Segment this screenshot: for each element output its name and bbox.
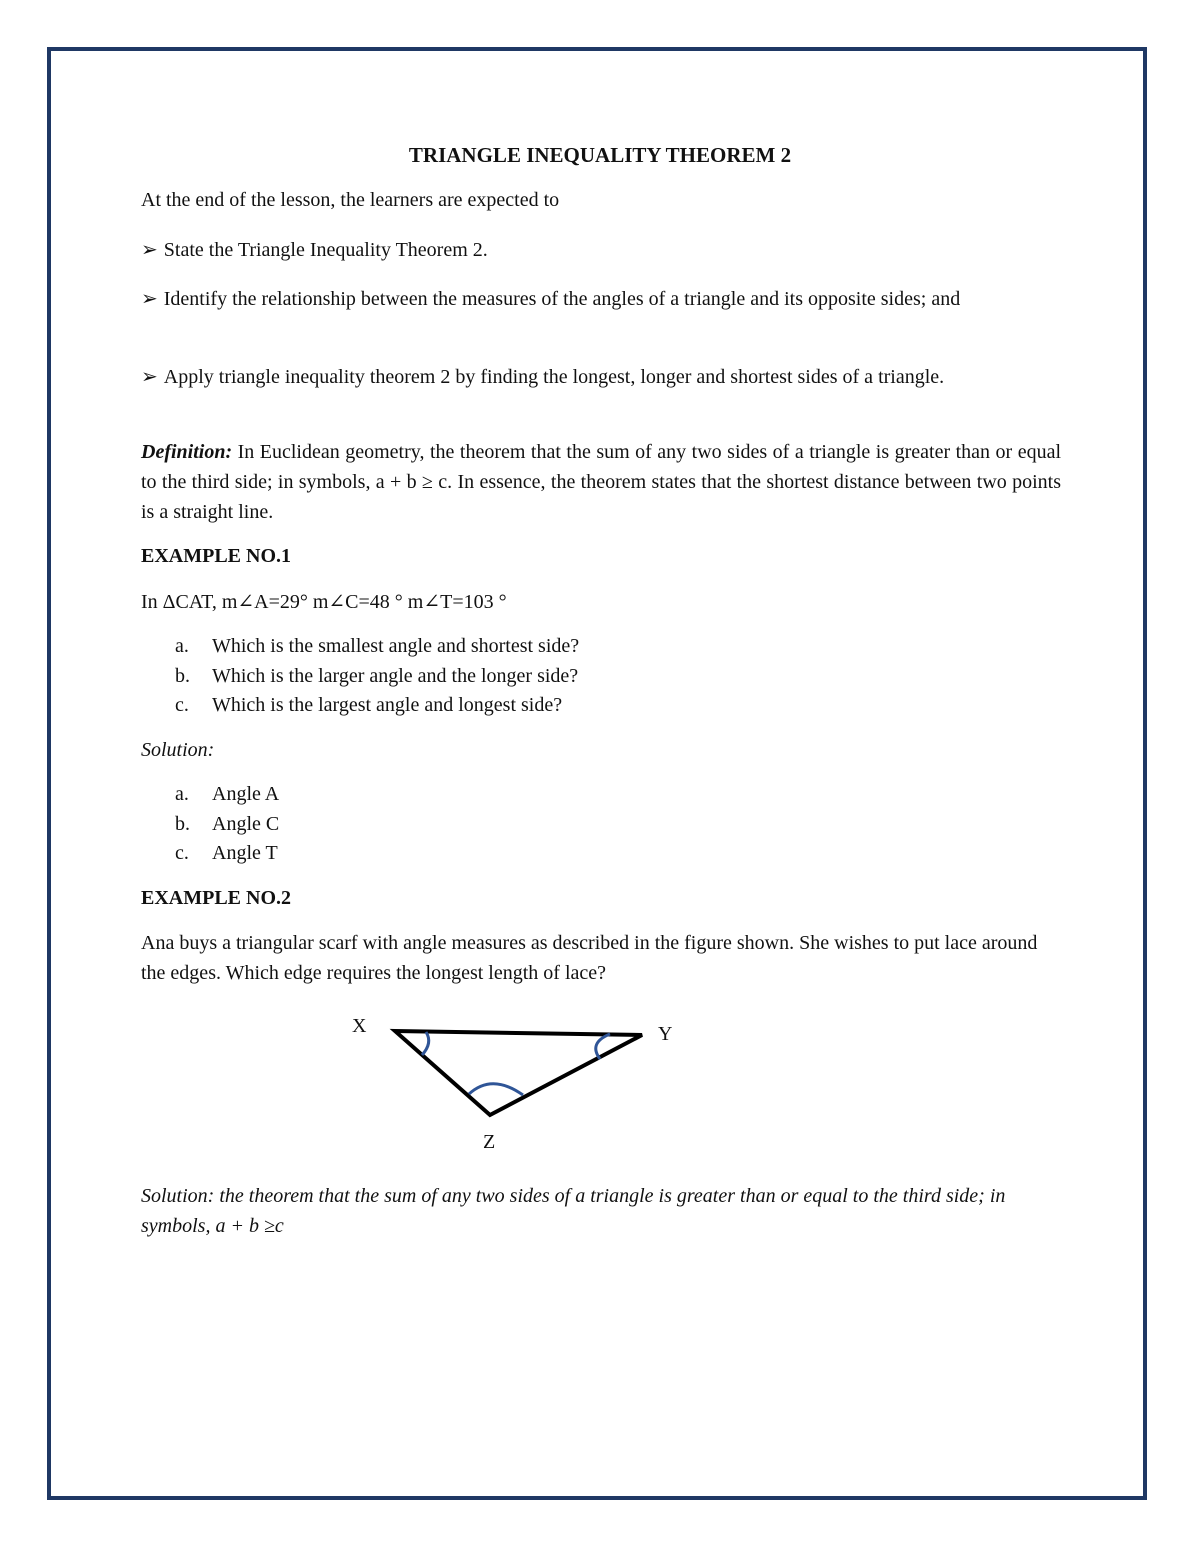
example-2-solution: Solution: the theorem that the sum of any two sides of a triangle is greater than or equal to the third side; in symbols, a + b ≥c — [141, 1185, 1006, 1237]
angle-arc-z — [469, 1084, 523, 1095]
definition-label: Definition: — [141, 441, 233, 463]
example-2-heading: EXAMPLE NO.2 — [141, 887, 291, 909]
list-item: b. Which is the larger angle and the longer side? — [175, 664, 579, 687]
list-item: a. Which is the smallest angle and shortest side? — [175, 635, 580, 657]
vertex-label-y: Y — [658, 1023, 673, 1045]
example-1-questions — [175, 632, 975, 721]
list-item: b. Angle C — [175, 812, 280, 835]
vertex-label-x: X — [352, 1015, 367, 1037]
example-2-problem: Ana buys a triangular scarf with angle measures as described in the figure shown. She wishes to put lace around the edges. Which edge requires the longest length of lace? — [141, 932, 1038, 984]
angle-arc-x — [422, 1032, 429, 1055]
list-item: a. Angle A — [175, 783, 280, 805]
example-1-answers — [175, 780, 975, 869]
objective-1 — [141, 235, 1061, 265]
definition-text: In Euclidean geometry, the theorem that the sum of any two sides of a triangle is greater than or equal to the third side; in symbols, a + b ≥ c. In essence, the theorem states that the shortest distance between two points is a straight line. — [141, 441, 1062, 523]
vertex-label-z: Z — [483, 1131, 496, 1153]
example-1-given: In ΔCAT, m∠A=29° m∠C=48 ° m∠T=103 ° — [141, 591, 507, 613]
page-title: TRIANGLE INEQUALITY THEOREM 2 — [408, 143, 792, 167]
intro-text: At the end of the lesson, the learners are expected to — [141, 189, 560, 211]
definition-paragraph — [141, 437, 1061, 527]
arrow-bullet-icon: ➢ — [141, 288, 158, 310]
arrow-bullet-icon: ➢ — [141, 366, 158, 388]
triangle-xyz — [395, 1031, 642, 1115]
list-item: c. Which is the largest angle and longest side? — [175, 694, 563, 716]
objective-2 — [141, 284, 1061, 314]
objective-text: Apply triangle inequality theorem 2 by finding the longest, longer and shortest sides of a triangle. — [163, 366, 945, 388]
example-1-solution-label: Solution: — [141, 739, 215, 761]
example-1-heading: EXAMPLE NO.1 — [141, 545, 291, 567]
objective-text: Identify the relationship between the measures of the angles of a triangle and its opposite sides; and — [163, 288, 961, 310]
arrow-bullet-icon: ➢ — [141, 239, 158, 261]
list-item: c. Angle T — [175, 842, 278, 864]
objective-3 — [141, 362, 1061, 392]
triangle-figure — [330, 1005, 710, 1165]
objective-text: State the Triangle Inequality Theorem 2. — [163, 239, 488, 261]
